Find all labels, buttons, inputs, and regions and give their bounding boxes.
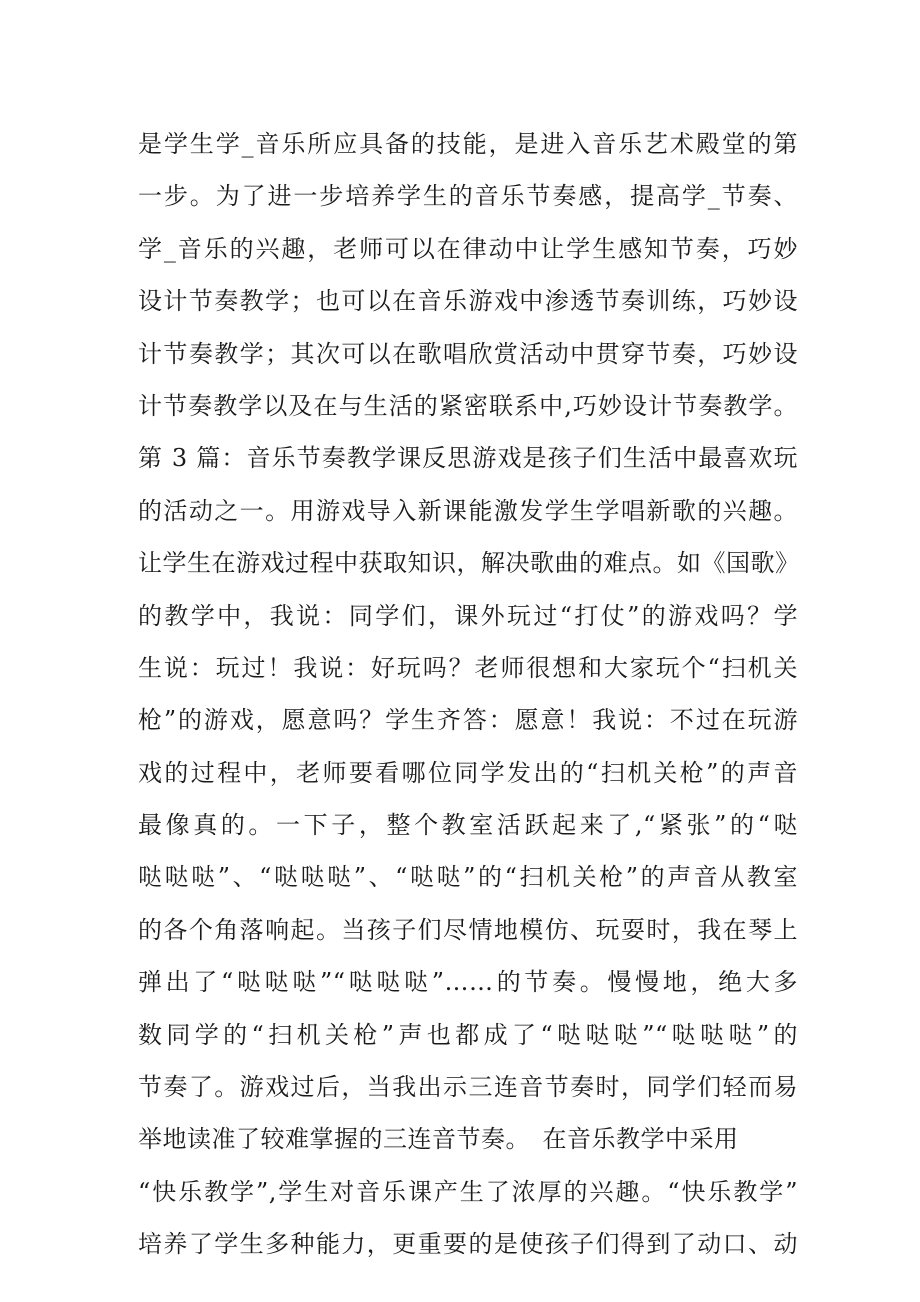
text-line: 哒哒哒”、“哒哒哒”、“哒哒”的“扫机关枪”的声音从教室	[138, 863, 798, 892]
text-line: 举地读准了较难掌握的三连音节奏。 在音乐教学中采用	[138, 1125, 739, 1154]
text-line: 戏的过程中，老师要看哪位同学发出的“扫机关枪”的声音	[138, 758, 798, 787]
text-line: 数同学的“扫机关枪”声也都成了“哒哒哒”“哒哒哒”的	[138, 1020, 798, 1049]
text-line: 设计节奏教学；也可以在音乐游戏中渗透节奏训练，巧妙设	[138, 287, 798, 316]
text-line: 的教学中，我说：同学们，课外玩过“打仗”的游戏吗？学	[138, 601, 798, 630]
text-line: 最像真的。一下子，整个教室活跃起来了,“紧张”的“哒	[138, 811, 798, 840]
text-line: 枪”的游戏，愿意吗？学生齐答：愿意！我说：不过在玩游	[138, 706, 798, 735]
text-line: 第 3 篇：音乐节奏教学课反思游戏是孩子们生活中最喜欢玩	[138, 444, 798, 473]
text-line: 一步。为了进一步培养学生的音乐节奏感，提高学_节奏、	[138, 182, 798, 211]
text-line: 节奏了。游戏过后，当我出示三连音节奏时，同学们轻而易	[138, 1073, 798, 1102]
text-line: 的活动之一。用游戏导入新课能激发学生学唱新歌的兴趣。	[138, 496, 798, 525]
text-line: 生说：玩过！我说：好玩吗？老师很想和大家玩个“扫机关	[138, 653, 798, 682]
text-line: “快乐教学”,学生对音乐课产生了浓厚的兴趣。“快乐教学”	[138, 1177, 798, 1206]
text-line: 计节奏教学；其次可以在歌唱欣赏活动中贯穿节奏，巧妙设	[138, 339, 798, 368]
text-line: 弹出了“哒哒哒”“哒哒哒”……的节奏。慢慢地，绝大多	[138, 968, 798, 997]
text-line: 是学生学_音乐所应具备的技能，是进入音乐艺术殿堂的第	[138, 130, 798, 158]
text-line: 的各个角落响起。当孩子们尽情地模仿、玩耍时，我在琴上	[138, 915, 798, 944]
text-line: 计节奏教学以及在与生活的紧密联系中,巧妙设计节奏教学。	[138, 391, 798, 420]
text-line: 培养了学生多种能力，更重要的是使孩子们得到了动口、动	[138, 1230, 798, 1259]
body-text	[138, 118, 798, 1271]
text-line: 学_音乐的兴趣，老师可以在律动中让学生感知节奏，巧妙	[138, 234, 798, 263]
text-line: 让学生在游戏过程中获取知识，解决歌曲的难点。如《国歌》	[138, 549, 800, 578]
